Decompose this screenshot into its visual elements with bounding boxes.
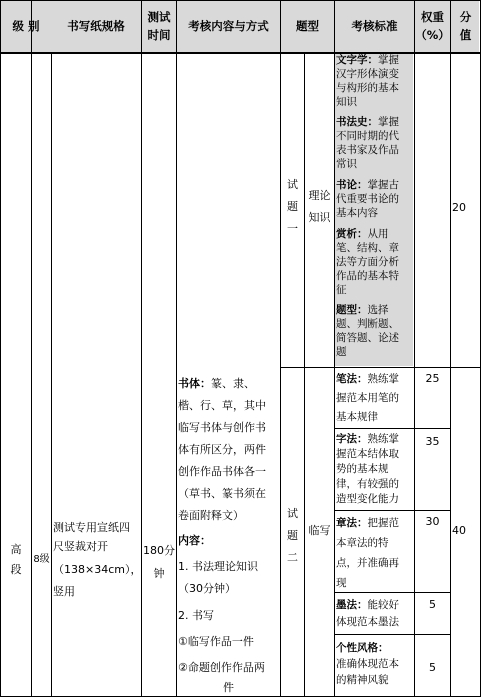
q1-label-a: 试 (287, 178, 298, 191)
paper-line-2: 尺竖裁对开 (53, 540, 108, 553)
col-line-1 (31, 0, 32, 697)
header-time-b: 时间 (147, 28, 171, 42)
content-styles-text: 篆、隶、 (211, 377, 255, 390)
header-score-a: 分 (459, 10, 472, 24)
q1-type-b: 知识 (308, 211, 331, 224)
theory-term-2: 书法史： (336, 116, 378, 128)
copy-weight-3: 30 (425, 515, 440, 528)
row-line-copy-4 (334, 634, 450, 635)
copy-line-1-2: 握范本用笔的 (336, 392, 399, 404)
copy-line-2-2: 握范本结体取 (336, 448, 399, 460)
q2-label-c: 二 (287, 551, 298, 564)
header-weight-b: （%） (415, 28, 450, 42)
theory-term-3: 书论： (336, 179, 368, 191)
theory-term-5: 题型： (336, 304, 368, 316)
content-item-1: 1. 书法理论知识 (178, 560, 258, 573)
q1-type-a: 理论 (308, 189, 331, 202)
content-line-6: （草书、篆书须在 (178, 487, 266, 500)
q2-type: 临写 (308, 524, 331, 537)
copy-item-3 (336, 513, 414, 593)
content-line-7: 卷面附释文） (178, 509, 244, 522)
theory-line-5-3: 简答题、论述 (336, 332, 399, 344)
copy-weight-5: 5 (429, 661, 436, 674)
theory-line-1-2: 汉字形体演变 (336, 68, 399, 80)
theory-line-5-1: 选择 (367, 304, 389, 316)
content-item-6: 件 (223, 681, 234, 694)
paper-line-1: 测试专用宣纸四 (53, 521, 130, 534)
content-item-3: 2. 书写 (178, 609, 214, 622)
theory-line-3-3: 基本内容 (336, 207, 378, 219)
time-line-2: 钟 (153, 567, 165, 580)
content-styles-label: 书体： (178, 377, 211, 390)
header-content: 考核内容与方式 (188, 19, 269, 33)
copy-item-5 (336, 640, 414, 688)
q2-label-b: 题 (287, 529, 298, 542)
table-border-left (0, 0, 1, 697)
q1-score: 20 (452, 201, 466, 214)
copy-line-2-5: 造型变化能力 (336, 493, 399, 505)
copy-line-4-1: 能较好 (367, 599, 399, 611)
content-item-4: ①临写作品一件 (178, 635, 254, 648)
theory-term-4: 赏析： (336, 228, 368, 240)
copy-weight-4: 5 (429, 598, 436, 611)
content-line-4: 体有所区分，两件 (178, 443, 266, 456)
theory-line-2-4: 常识 (336, 158, 357, 170)
copy-line-2-4: 律，有较强的 (336, 478, 399, 490)
theory-line-2-3: 表书家及作品 (336, 144, 399, 156)
theory-line-5-2: 题、判断题、 (336, 318, 399, 330)
copy-line-3-2: 本章法的特 (336, 537, 389, 549)
copy-line-3-3: 点，并准确再 (336, 557, 399, 569)
col-line-9 (450, 0, 451, 697)
content-label: 内容： (178, 534, 211, 547)
copy-term-2: 字法： (336, 433, 368, 445)
theory-line-2-1: 掌握 (378, 116, 399, 128)
copy-line-3-4: 现 (336, 577, 347, 589)
q1-label-b: 题 (287, 200, 298, 213)
copy-item-2 (336, 432, 414, 507)
theory-line-3-1: 掌握古 (367, 179, 399, 191)
copy-line-2-3: 势的基本规 (336, 463, 389, 475)
theory-item-2 (336, 115, 414, 171)
theory-line-4-4: 作品的基本特 (336, 270, 399, 282)
q1-label-c: 一 (287, 222, 298, 235)
copy-term-4: 墨法： (336, 599, 368, 611)
copy-weight-1: 25 (425, 372, 440, 385)
content-line-2: 楷、行、草，其中 (178, 399, 266, 412)
theory-line-1-1: 掌握 (378, 54, 399, 66)
header-time-a: 测试 (147, 10, 171, 24)
col-line-2 (51, 53, 52, 697)
copy-item-4 (336, 597, 414, 631)
copy-item-1 (336, 370, 414, 427)
theory-item-1 (336, 53, 414, 109)
theory-term-1: 文字学： (336, 54, 378, 66)
copy-line-5-3: 的精神风貌 (336, 674, 389, 686)
level-grade: 8级 (33, 554, 50, 565)
header-qtype: 题型 (296, 19, 319, 33)
table-border-top (0, 0, 481, 1)
paper-line-3: （138×34cm）， (53, 563, 142, 576)
row-line-copy-1 (334, 428, 450, 429)
content-line-5: 创作作品书体各一 (178, 465, 266, 478)
content-line-3: 临写书体与创作书 (178, 421, 266, 434)
time-line-1: 180分 (143, 544, 175, 557)
content-styles (178, 376, 255, 392)
theory-line-4-1: 从用 (367, 228, 389, 240)
theory-item-4 (336, 227, 414, 297)
theory-line-2-2: 不同时期的代 (336, 130, 399, 142)
header-score-b: 值 (459, 28, 472, 42)
col-line-3 (141, 0, 142, 697)
copy-line-5-2: 准确体现范本 (336, 658, 399, 670)
copy-line-2-1: 熟练掌 (367, 433, 399, 445)
content-item-2: （30分钟） (178, 582, 236, 595)
theory-line-1-3: 与构形的基本 (336, 82, 399, 94)
row-line-q1-q2 (280, 367, 480, 368)
header-paper: 书写纸规格 (67, 19, 125, 33)
header-standard: 考核标准 (351, 19, 398, 33)
copy-line-4-2: 体现范本墨法 (336, 616, 399, 628)
theory-line-4-3: 法等方面分析 (336, 256, 399, 268)
q2-label-a: 试 (287, 507, 298, 520)
paper-line-4: 竖用 (53, 585, 75, 598)
theory-item-5 (336, 303, 414, 359)
copy-line-1-1: 熟练掌 (367, 373, 399, 385)
col-line-5 (280, 0, 281, 697)
copy-line-1-3: 基本规律 (336, 411, 378, 423)
theory-line-4-5: 征 (336, 284, 347, 296)
copy-term-1: 笔法： (336, 373, 368, 385)
theory-line-5-4: 题 (336, 346, 347, 358)
level-tier-b: 段 (10, 563, 22, 576)
copy-term-5: 个性风格： (336, 642, 389, 654)
copy-term-3: 章法： (336, 517, 368, 529)
theory-line-3-2: 代重要书论的 (336, 193, 399, 205)
col-line-6 (304, 53, 305, 697)
copy-weight-2: 35 (425, 435, 440, 448)
col-line-4 (176, 0, 177, 697)
theory-line-4-2: 笔、结构、章 (336, 242, 399, 254)
header-level: 级 别 (12, 19, 40, 33)
level-tier-a: 高 (10, 543, 22, 556)
copy-line-3-1: 把握范 (367, 517, 399, 529)
q2-score: 40 (452, 524, 466, 537)
theory-item-3 (336, 178, 414, 220)
header-weight-a: 权重 (421, 10, 444, 24)
row-line-copy-2 (334, 510, 450, 511)
content-item-5: ②命题创作作品两 (178, 661, 265, 674)
theory-line-1-4: 知识 (336, 96, 357, 108)
